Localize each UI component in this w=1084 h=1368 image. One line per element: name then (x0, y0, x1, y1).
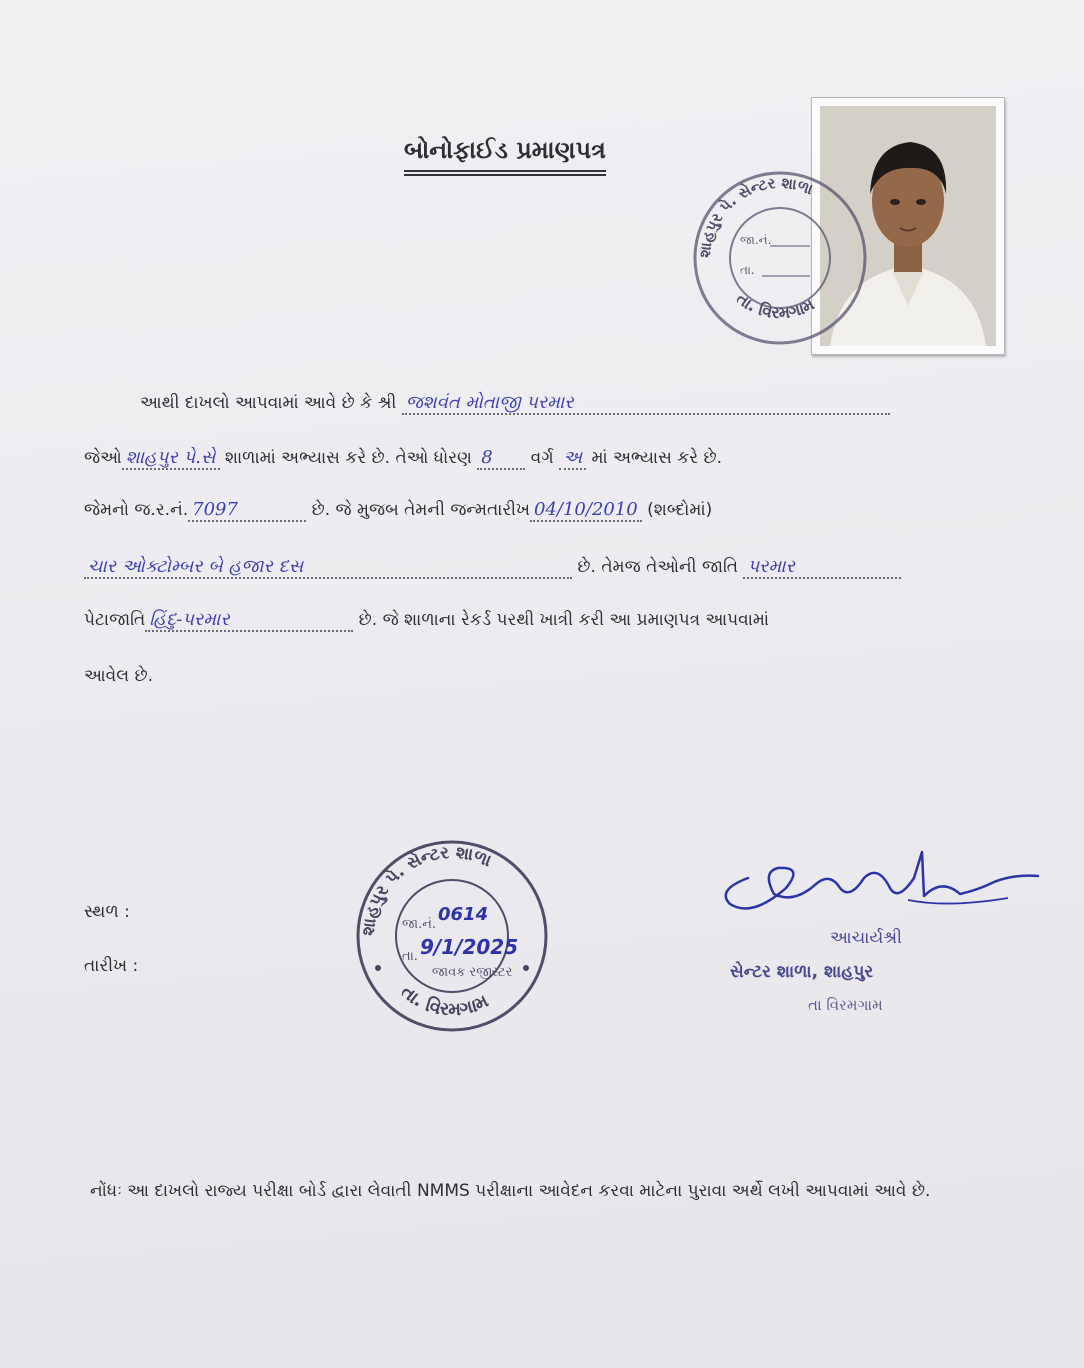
date-label: તારીખ : (84, 956, 139, 976)
principal-title: આચાર્યશ્રી (830, 928, 903, 948)
principal-signature (708, 838, 1048, 928)
seal-ta-label: તા. (740, 263, 755, 277)
student-name: જશવંત મોતાજી પરમાર (402, 392, 890, 415)
seal2-bottom-ring-text: તા. વિરમગામ (396, 981, 492, 1021)
school-seal-top (690, 158, 870, 358)
seal2-jno-label: જા.નં. (402, 917, 437, 932)
class-value: અ (559, 447, 586, 470)
birth-date: 04/10/2010 (530, 499, 642, 522)
svg-text:તા. વિરમગામ (397, 981, 492, 1020)
place-label: સ્થળ : (84, 902, 130, 922)
seal2-ta-label: તા. (402, 949, 418, 964)
subcaste-value: હિંદુ-પરમાર (145, 609, 353, 632)
taluka-text: તા વિરમગામ (808, 996, 883, 1014)
body-line-3: જેમનો જ.ર.નં. 7097 છે. જે મુજબ તેમની જન્મતારીખ 04/10/2010 (શબ્દોમાં) (84, 499, 713, 520)
footer-note: નોંધઃ આ દાખલો રાજ્ય પરીક્ષા બોર્ડ દ્વારા લેવાતી NMMS પરીક્ષાના આવેદન કરવા માટેના પુરાવા અર્થે લખી આપવામાં આવે છે. (90, 1181, 931, 1201)
school-stamp-text: સેન્ટર શાળા, શાહપુર (730, 962, 874, 982)
seal2-date-hand: 9/1/2025 (420, 935, 519, 959)
school-seal-bottom (352, 836, 552, 1036)
certificate-title: બોનોફાઈડ પ્રમાણપત્ર (404, 136, 606, 172)
standard-value: 8 (477, 447, 525, 470)
seal-bottom-ring-text: તા. વિરમગામ (732, 288, 818, 323)
gr-number: 7097 (188, 499, 306, 522)
body-line-6: આવેલ છે. (84, 666, 154, 686)
seal-top-ring-text: શાહપુર પે. સેન્ટર શાળા (695, 173, 816, 259)
body-line-4: ચાર ઓક્ટોમ્બર બે હજાર દસ છે. તેમજ તેઓની જાતિ પરમાર (84, 556, 1024, 579)
caste-value: પરમાર (743, 556, 901, 579)
seal2-register-label: જાવક રજીસ્ટર (432, 965, 513, 980)
body-line-5: પેટાજાતિ હિંદુ-પરમાર છે. જે શાળાના રેકર્ડ પરથી ખાત્રી કરી આ પ્રમાણપત્ર આપવામાં (84, 609, 770, 630)
birth-date-words: ચાર ઓક્ટોમ્બર બે હજાર દસ (84, 556, 572, 579)
body-line-1: આથી દાખલો આપવામાં આવે છે કે શ્રી જશવંત મોતાજી પરમાર (84, 392, 1024, 415)
school-name: શાહપુર પે.સે (122, 447, 220, 470)
body-line-2: જેઓ શાહપુર પે.સે શાળામાં અભ્યાસ કરે છે. તેઓ ધોરણ 8 વર્ગ અ માં અભ્યાસ કરે છે. (84, 447, 722, 468)
svg-text:તા. વિરમગામ (733, 289, 817, 322)
seal-jno-label: જા.નં. (740, 233, 772, 247)
seal2-jno-hand: 0614 (438, 904, 489, 925)
seal2-top-ring-text: શાહપુર પે. સેન્ટર શાળા (358, 842, 495, 937)
